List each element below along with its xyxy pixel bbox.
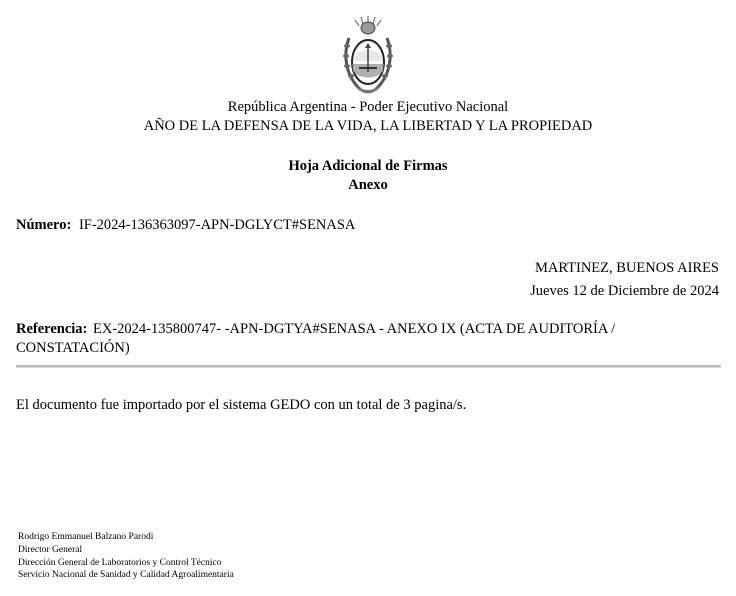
header-line-2: AÑO DE LA DEFENSA DE LA VIDA, LA LIBERTAD Y LA PROPIEDAD [143,118,593,134]
referencia-row [16,320,615,338]
referencia-value-line-1: EX-2024-135800747- -APN-DGTYA#SENASA - ANEXO IX (ACTA DE AUDITORÍA / [93,321,616,337]
place: MARTINEZ, BUENOS AIRES [534,260,719,276]
numero-row [16,216,355,234]
signature-role: Director General [18,545,83,555]
referencia-label: Referencia: [16,321,88,337]
numero-label: Número: [16,217,72,233]
body-text: El documento fue importado por el sistema GEDO con un total de 3 pagina/s. [16,397,467,413]
referencia-value-line-2: CONSTATACIÓN) [16,340,130,356]
signature-office: Dirección General de Laboratorios y Control Técnico [18,558,222,568]
date: Jueves 12 de Diciembre de 2024 [530,283,719,299]
document-subtitle: Anexo [348,177,388,193]
coat-of-arms-icon [341,14,395,98]
signature-agency: Servicio Nacional de Sanidad y Calidad Agroalimentaria [18,570,234,580]
divider [16,365,721,368]
signature-name: Rodrigo Emmanuel Balzano Parodi [18,532,154,542]
document-title: Hoja Adicional de Firmas [288,158,448,174]
header-line-1: República Argentina - Poder Ejecutivo Nacional [227,99,509,115]
numero-value: IF-2024-136363097-APN-DGLYCT#SENASA [78,217,356,233]
